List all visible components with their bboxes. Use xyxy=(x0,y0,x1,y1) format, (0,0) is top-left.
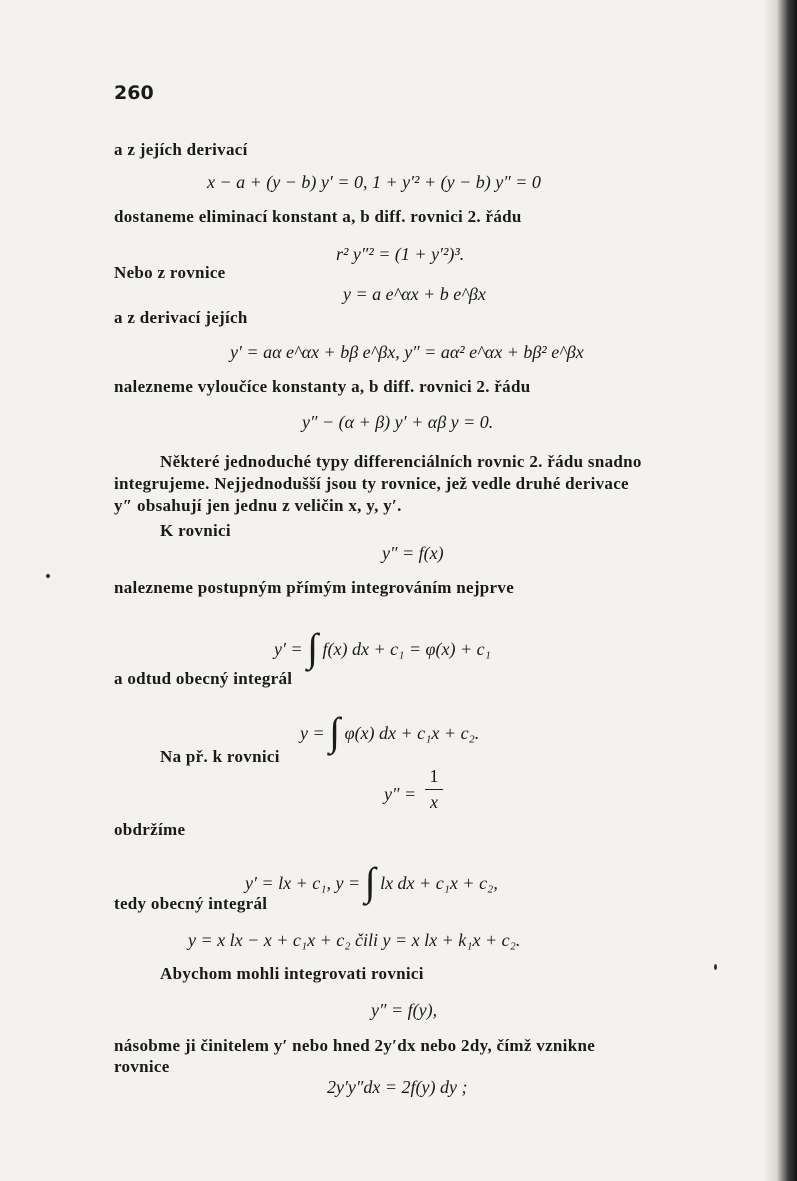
paragraph-line: integrujeme. Nejjednodušší jsou ty rovnice, jež vedle druhé derivace xyxy=(114,474,629,493)
text-line: dostaneme eliminací konstant a, b diff. rovnici 2. řádu xyxy=(114,207,522,226)
formula: x − a + (y − b) y′ = 0, 1 + y′² + (y − b) y″ = 0 xyxy=(207,172,541,192)
formula-rhs: φ(x) dx + c₁x + c₂. xyxy=(344,723,480,743)
formula xyxy=(245,852,498,904)
formula-lhs: y″ = xyxy=(384,784,417,804)
formula: y″ − (α + β) y′ + αβ y = 0. xyxy=(302,412,494,432)
page-number: 260 xyxy=(114,82,154,104)
fraction xyxy=(425,766,443,813)
text-line: Nebo z rovnice xyxy=(114,263,226,282)
speck xyxy=(46,574,50,578)
fraction-denominator: x xyxy=(430,792,438,812)
formula: y = a e^αx + b e^βx xyxy=(343,284,486,304)
text-line: Na př. k rovnici xyxy=(160,747,280,766)
formula-rhs: lx dx + c₁x + c₂, xyxy=(380,873,498,893)
text-line: nalezneme postupným přímým integrováním nejprve xyxy=(114,578,515,597)
integral-sign-icon: ∫ xyxy=(364,859,376,904)
formula xyxy=(300,702,480,754)
formula: y″ = f(y), xyxy=(371,1000,438,1020)
page-edge-shadow xyxy=(763,0,797,1181)
formula: r² y″² = (1 + y′²)³. xyxy=(336,244,465,264)
formula-lhs: y = xyxy=(300,723,325,743)
formula-rhs: f(x) dx + c₁ = φ(x) + c₁ xyxy=(322,639,491,659)
integral-sign-icon: ∫ xyxy=(329,709,341,754)
formula-lhs: y′ = xyxy=(274,639,303,659)
formula xyxy=(274,618,491,670)
formula-lhs: y′ = lx + c₁, y = xyxy=(245,873,361,893)
formula: y = x lx − x + c₁x + c₂ čili y = x lx + k₁x + c₂. xyxy=(188,930,521,950)
text-line: tedy obecný integrál xyxy=(114,894,268,913)
paragraph-line: y″ obsahují jen jednu z veličin x, y, y′. xyxy=(114,496,402,515)
text-line: násobme ji činitelem y′ nebo hned 2y′dx nebo 2dy, čímž vznikne xyxy=(114,1036,596,1055)
text-line: nalezneme vyloučíce konstanty a, b diff. rovnici 2. řádu xyxy=(114,377,531,396)
integral-sign-icon: ∫ xyxy=(307,625,319,670)
text-line: a odtud obecný integrál xyxy=(114,669,293,688)
speck xyxy=(714,964,717,970)
formula: y″ = f(x) xyxy=(382,543,444,563)
fraction-bar xyxy=(425,789,443,790)
text-line: K rovnici xyxy=(160,521,231,540)
paragraph-line: Některé jednoduché typy differenciálních rovnic 2. řádu snadno xyxy=(160,452,642,471)
text-line: rovnice xyxy=(114,1057,170,1076)
fraction-numerator: 1 xyxy=(429,766,439,786)
text-line: a z jejích derivací xyxy=(114,140,248,159)
text-line: obdržíme xyxy=(114,820,186,839)
text-line: Abychom mohli integrovati rovnici xyxy=(160,964,424,983)
formula: 2y′y″dx = 2f(y) dy ; xyxy=(327,1077,468,1097)
text-line: a z derivací jejích xyxy=(114,308,248,327)
formula: y′ = aα e^αx + bβ e^βx, y″ = aα² e^αx + bβ² e^βx xyxy=(230,342,584,362)
